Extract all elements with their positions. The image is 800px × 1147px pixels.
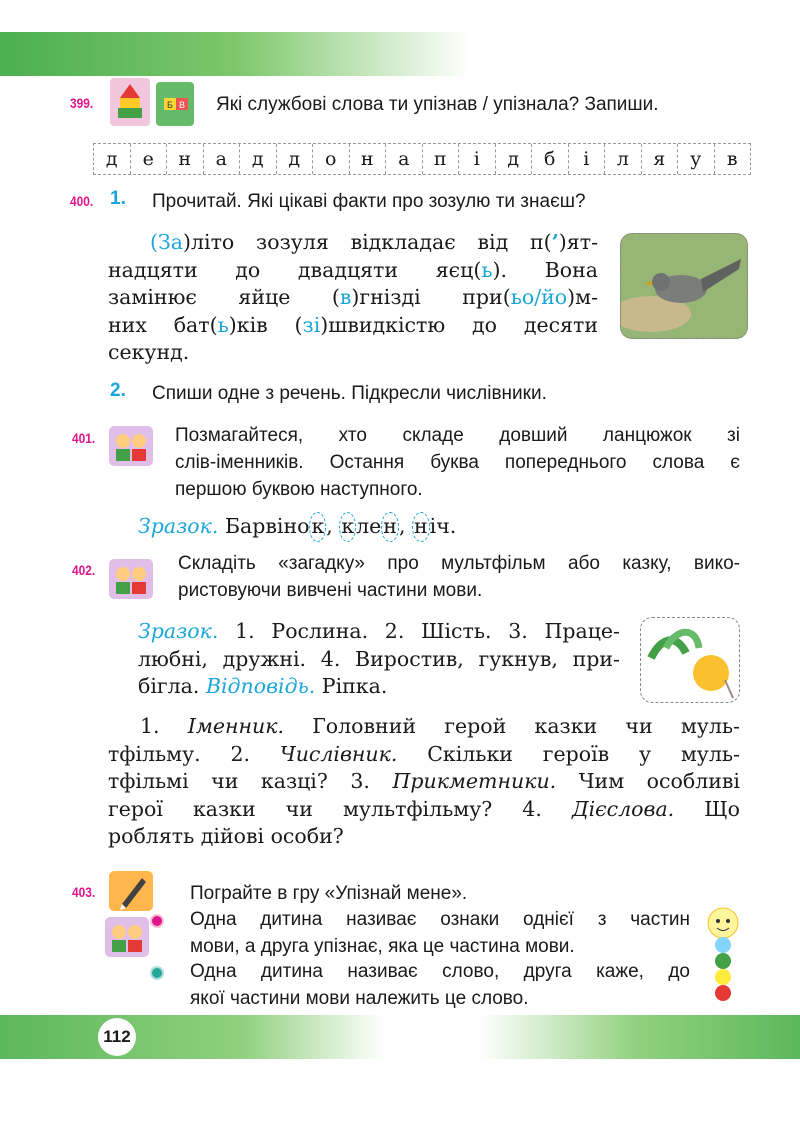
- letter-cell: п: [423, 144, 460, 174]
- letter-cell: н: [167, 144, 204, 174]
- svg-text:Б: Б: [167, 100, 173, 110]
- letter-cell: н: [350, 144, 387, 174]
- pair-work-icon: [104, 914, 150, 960]
- pencil-icon: [108, 870, 154, 912]
- exercise-403-item-1: Одна дитина називає ознаки однієї з частин мови, а друга упізнає, яка це частина мови.: [190, 909, 690, 957]
- exercise-number-401: 401.: [72, 430, 96, 446]
- task-2-text: Спиши одне з речень. Підкресли числівники.: [152, 383, 547, 404]
- turnip-picture: [640, 617, 740, 703]
- letter-cell: д: [496, 144, 533, 174]
- cuckoo-photo: [620, 233, 748, 339]
- exercise-402-sample: Зразок. 1. Рослина. 2. Шість. 3. Праце- любні, дружні. 4. Виростив, гукнув, при- бігла. Відповідь. Ріпка.: [138, 619, 620, 698]
- letter-cell: д: [94, 144, 131, 174]
- page-number: 112: [98, 1018, 136, 1056]
- letter-cell: у: [678, 144, 715, 174]
- exercise-number-403: 403.: [72, 884, 96, 900]
- toys-icon: [108, 76, 198, 128]
- task-number-2: 2.: [110, 380, 126, 401]
- exercise-401-text: Позмагайтеся, хто складе довший ланцюжок зі слів-іменників. Остання буква попереднього слова є першою буквою наступного.: [175, 425, 740, 500]
- cuckoo-paragraph: (За)літо зозуля відкладає від п(’)ят- надцяти до двадцяти яєц(ь). Вона замінює яйце (в)гнізді при(ьо/йо)м- них бат(ь)ків (зі)швидкістю до десяти секунд.: [108, 230, 598, 364]
- caterpillar-icon: [700, 903, 746, 1013]
- letter-cell: я: [642, 144, 679, 174]
- exercise-403-item-2: Одна дитина називає слово, друга каже, до якої частини мови належить це слово.: [190, 961, 690, 1009]
- letter-cell: в: [726, 148, 738, 170]
- exercise-number-400: 400.: [70, 193, 94, 209]
- letter-cell: б: [532, 144, 569, 174]
- letter-cell: л: [605, 144, 642, 174]
- task-number-1: 1.: [110, 188, 126, 209]
- letter-cell: о: [313, 144, 350, 174]
- letter-cell: д: [277, 144, 314, 174]
- exercise-399-text: Які службові слова ти упізнав / упізнала? Запиши.: [216, 94, 659, 115]
- pink-bullet-icon: [150, 914, 164, 928]
- top-green-band: [0, 32, 470, 76]
- exercise-403-intro: Пограйте в гру «Упізнай мене».: [190, 883, 468, 904]
- exercise-number-402: 402.: [72, 562, 96, 578]
- parts-of-speech-paragraph: 1. Іменник. Головний герой казки чи муль- тфільму. 2. Числівник. Скільки героїв у муль- тфільмі чи казці? 3. Прикметники. Чим особливі герої казки чи мультфільму? 4. Дієслова. Що роблять дійові особи?: [108, 714, 740, 848]
- letter-cell: і: [459, 144, 496, 174]
- letter-cell: і: [569, 144, 606, 174]
- pair-work-icon: [108, 556, 154, 602]
- letter-cell: е: [131, 144, 168, 174]
- letter-cell: а: [204, 144, 241, 174]
- letter-cell: а: [386, 144, 423, 174]
- letter-cell: д: [240, 144, 277, 174]
- task-1-text: Прочитай. Які цікаві факти про зозулю ти знаєш?: [152, 191, 586, 212]
- exercise-number-399: 399.: [70, 95, 94, 111]
- exercise-401-sample: Зразок. Барвінок, клен, ніч.: [138, 512, 456, 542]
- svg-text:В: В: [179, 100, 186, 110]
- teal-bullet-icon: [150, 966, 164, 980]
- pair-work-icon: [108, 423, 154, 469]
- letter-chain: [93, 143, 751, 175]
- exercise-402-text: Складіть «загадку» про мультфільм або казку, вико- ристовуючи вивчені частини мови.: [178, 553, 740, 601]
